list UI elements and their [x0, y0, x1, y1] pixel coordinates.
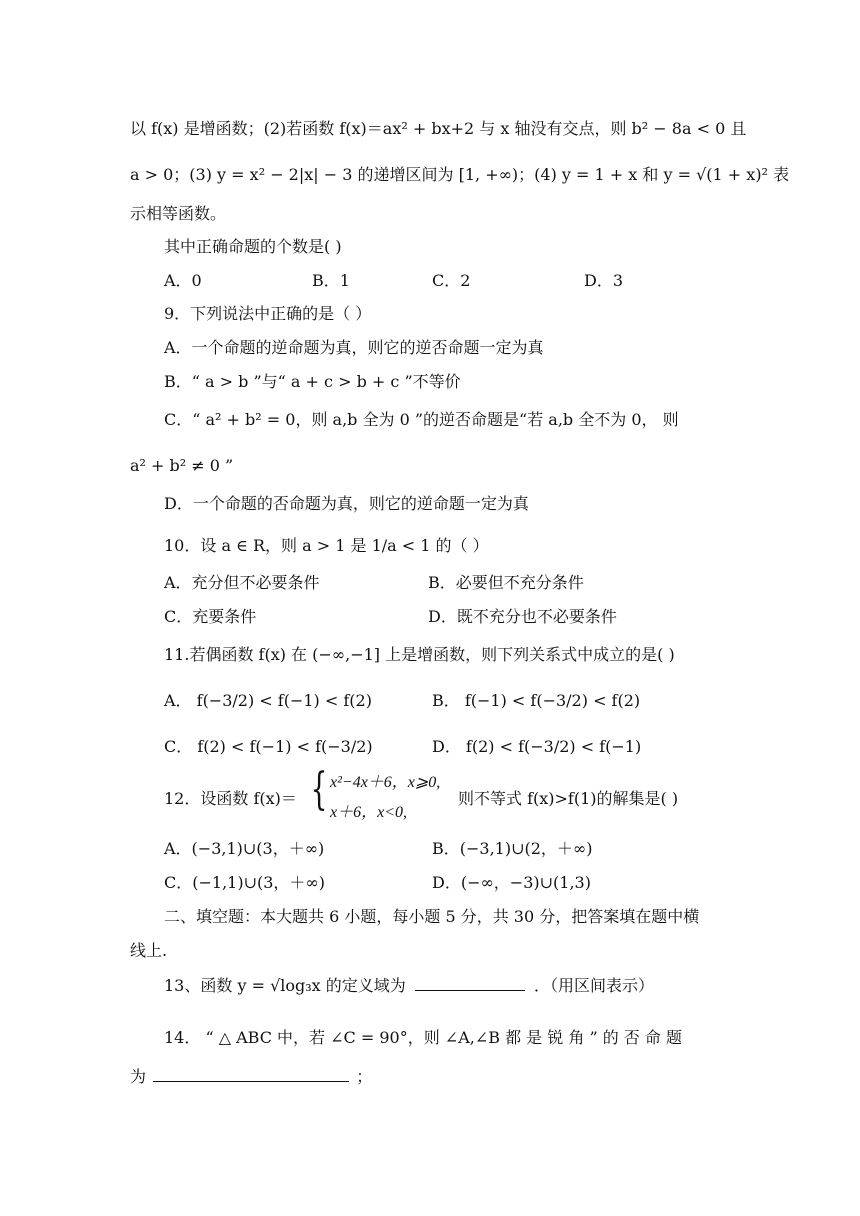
text-line-1: 以 f(x) 是增函数；(2)若函数 f(x)＝ax² + bx+2 与 x 轴没有交点，则 b² − 8a < 0 且 — [130, 119, 747, 138]
q11-option-b: B． f(−1) < f(−3/2) < f(2) — [432, 691, 641, 710]
q13-answer-blank[interactable] — [415, 974, 525, 991]
q13-suffix: ．（用区间表示） — [533, 976, 654, 995]
q9-option-b: B．“ a > b ”与“ a + c > b + c ”不等价 — [164, 372, 461, 391]
q8-option-c: C．2 — [432, 271, 471, 290]
q14-prefix: 为 — [130, 1067, 147, 1086]
q10-option-c: C．充要条件 — [164, 607, 257, 626]
q8-stem: 其中正确命题的个数是( ) — [164, 237, 342, 256]
text-line-3: 示相等函数。 — [130, 204, 227, 223]
section-2-heading-line1: 二、填空题：本大题共 6 小题，每小题 5 分，共 30 分，把答案填在题中横 — [164, 907, 700, 926]
q14-line2 — [130, 1065, 372, 1088]
q9-option-d: D．一个命题的否命题为真，则它的逆命题一定为真 — [164, 494, 529, 513]
q12-option-c: C．(−1,1)∪(3，＋∞) — [164, 873, 325, 892]
q14-suffix: ； — [356, 1067, 373, 1086]
q12-option-d: D．(−∞，−3)∪(1,3) — [432, 873, 591, 892]
text-line-2: a > 0；(3) y = x² − 2|x| − 3 的递增区间为 [1, +∞)；(4) y = 1 + x 和 y = √(1 + x)² 表 — [130, 165, 790, 184]
q14-answer-blank[interactable] — [153, 1065, 349, 1082]
q9-option-a: A．一个命题的逆命题为真，则它的逆否命题一定为真 — [164, 338, 544, 357]
q8-option-b: B．1 — [312, 271, 350, 290]
q12-case-2: x＋6，x<0, — [330, 804, 408, 821]
q12-option-b: B．(−3,1)∪(2，＋∞) — [432, 839, 593, 858]
q13-line — [164, 974, 654, 997]
q12-stem-prefix: 12．设函数 f(x)＝ — [164, 789, 297, 808]
q14-line1: 14． “ △ ABC 中，若 ∠C = 90°，则 ∠A,∠B 都 是 锐 角 ” 的 否 命 题 — [164, 1028, 682, 1047]
q10-option-a: A．充分但不必要条件 — [164, 573, 320, 592]
q13-prefix: 13、函数 y = √log₃x 的定义域为 — [164, 976, 406, 995]
q10-option-d: D．既不充分也不必要条件 — [428, 607, 617, 626]
q11-option-d: D． f(2) < f(−3/2) < f(−1) — [432, 737, 642, 756]
q10-option-b: B．必要但不充分条件 — [428, 573, 584, 592]
q8-option-d: D．3 — [584, 271, 624, 290]
q8-option-a: A．0 — [164, 271, 202, 290]
q10-stem: 10．设 a ∈ R，则 a > 1 是 1/a < 1 的（ ） — [164, 536, 489, 555]
q11-stem: 11.若偶函数 f(x) 在 (−∞,−1] 上是增函数，则下列关系式中成立的是( ) — [164, 645, 675, 664]
q11-option-a: A． f(−3/2) < f(−1) < f(2) — [164, 691, 372, 710]
q9-option-c-line2: a² + b² ≠ 0 ” — [130, 456, 234, 475]
q12-option-a: A．(−3,1)∪(3，＋∞) — [164, 839, 325, 858]
q9-stem: 9．下列说法中正确的是（ ） — [164, 304, 372, 323]
section-2-heading-line2: 线上. — [130, 941, 168, 960]
q12-case-1: x²−4x＋6，x⩾0, — [330, 774, 441, 791]
q12-brace: { — [310, 764, 328, 815]
q9-option-c-line1: C．“ a² + b² = 0，则 a,b 全为 0 ”的逆否命题是“若 a,b 全不为 0， 则 — [164, 410, 679, 429]
q12-stem-suffix: 则不等式 f(x)>f(1)的解集是( ) — [458, 789, 679, 808]
q11-option-c: C． f(2) < f(−1) < f(−3/2) — [164, 737, 373, 756]
